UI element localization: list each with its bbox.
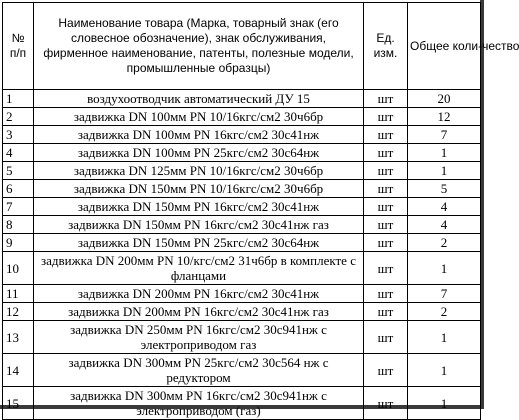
row-unit: шт bbox=[364, 321, 408, 354]
table-row bbox=[3, 108, 481, 126]
row-unit: шт bbox=[364, 180, 408, 198]
row-number: 12 bbox=[3, 303, 34, 321]
row-name: задвижка DN 200мм PN 10/кгс/см2 31ч6бр в комплекте с фланцами bbox=[34, 252, 364, 285]
row-unit: шт bbox=[364, 387, 408, 420]
row-name: задвижка DN 100мм PN 25кгс/см2 30с64нж bbox=[34, 144, 364, 162]
row-quantity: 2 bbox=[408, 303, 481, 321]
table-row bbox=[3, 162, 481, 180]
row-number: 15 bbox=[3, 387, 34, 420]
table-row bbox=[3, 303, 481, 321]
header-quantity bbox=[408, 3, 519, 90]
row-quantity: 1 bbox=[408, 354, 481, 387]
row-quantity: 1 bbox=[408, 321, 481, 354]
row-number: 8 bbox=[3, 216, 34, 234]
row-quantity: 2 bbox=[408, 234, 481, 252]
table-row bbox=[3, 234, 481, 252]
row-number: 5 bbox=[3, 162, 34, 180]
row-name: задвижка DN 100мм PN 16кгс/см2 30с41нж bbox=[34, 126, 364, 144]
header-name: Наименование товара (Марка, товарный знак (его словесное обозначение), знак обслуживания, фирменное наименование, патенты, полезные модели, промышленные образцы) bbox=[34, 3, 364, 90]
table-row bbox=[3, 216, 481, 234]
table-row bbox=[3, 354, 481, 387]
header-unit: Ед. изм. bbox=[364, 3, 408, 90]
row-unit: шт bbox=[364, 126, 408, 144]
row-quantity: 1 bbox=[408, 162, 481, 180]
table-row bbox=[3, 126, 481, 144]
row-unit: шт bbox=[364, 354, 408, 387]
row-quantity: 5 bbox=[408, 180, 481, 198]
row-number: 4 bbox=[3, 144, 34, 162]
table-row bbox=[3, 285, 481, 303]
row-quantity: 4 bbox=[408, 216, 481, 234]
row-number: 10 bbox=[3, 252, 34, 285]
table-row bbox=[3, 321, 481, 354]
row-number: 3 bbox=[3, 126, 34, 144]
row-unit: шт bbox=[364, 144, 408, 162]
table-row bbox=[3, 198, 481, 216]
row-name: задвижка DN 125мм PN 10/16кгс/см2 30ч6бр bbox=[34, 162, 364, 180]
row-quantity: 1 bbox=[408, 144, 481, 162]
row-name: задвижка DN 200мм PN 16кгс/см2 30с41нж bbox=[34, 285, 364, 303]
row-unit: шт bbox=[364, 285, 408, 303]
row-name: задвижка DN 150мм PN 16кгс/см2 30с41нж bbox=[34, 198, 364, 216]
row-number: 6 bbox=[3, 180, 34, 198]
row-unit: шт bbox=[364, 252, 408, 285]
row-unit: шт bbox=[364, 108, 408, 126]
row-number: 1 bbox=[3, 90, 34, 108]
table-row bbox=[3, 180, 481, 198]
row-quantity: 7 bbox=[408, 285, 481, 303]
row-quantity: 1 bbox=[408, 252, 481, 285]
table-row bbox=[3, 252, 481, 285]
row-unit: шт bbox=[364, 162, 408, 180]
row-number: 2 bbox=[3, 108, 34, 126]
row-unit: шт bbox=[364, 216, 408, 234]
goods-table bbox=[2, 2, 519, 420]
row-unit: шт bbox=[364, 303, 408, 321]
row-quantity: 7 bbox=[408, 126, 481, 144]
row-name: задвижка DN 100мм PN 10/16кгс/см2 30ч6бр bbox=[34, 108, 364, 126]
table-row bbox=[3, 144, 481, 162]
row-name: задвижка DN 150мм PN 25кгс/см2 30с64нж bbox=[34, 234, 364, 252]
row-number: 7 bbox=[3, 198, 34, 216]
row-name: задвижка DN 300мм PN 25кгс/см2 30с564 нж с редуктором bbox=[34, 354, 364, 387]
row-unit: шт bbox=[364, 90, 408, 108]
row-quantity: 12 bbox=[408, 108, 481, 126]
header-quantity-text: Общее коли-чество bbox=[410, 38, 519, 53]
table-header-row bbox=[3, 3, 481, 90]
row-quantity: 1 bbox=[408, 387, 481, 420]
row-name: задвижка DN 250мм PN 16кгс/см2 30с941нж с электроприводом газ bbox=[34, 321, 364, 354]
row-unit: шт bbox=[364, 234, 408, 252]
row-number: 11 bbox=[3, 285, 34, 303]
row-quantity: 20 bbox=[408, 90, 481, 108]
row-number: 9 bbox=[3, 234, 34, 252]
row-quantity: 4 bbox=[408, 198, 481, 216]
row-number: 14 bbox=[3, 354, 34, 387]
header-number: № п/п bbox=[3, 3, 34, 90]
row-name: задвижка DN 150мм PN 16кгс/см2 30с41нж газ bbox=[34, 216, 364, 234]
row-name: задвижка DN 300мм PN 16кгс/см2 30с941нж с электроприводом (газ) bbox=[34, 387, 364, 420]
row-name: задвижка DN 200мм PN 16кгс/см2 30с41нж газ bbox=[34, 303, 364, 321]
table-row bbox=[3, 90, 481, 108]
table-row bbox=[3, 387, 481, 420]
row-name: воздухоотводчик автоматический ДУ 15 bbox=[34, 90, 364, 108]
row-number: 13 bbox=[3, 321, 34, 354]
table-body bbox=[3, 90, 481, 420]
row-unit: шт bbox=[364, 198, 408, 216]
row-name: задвижка DN 150мм PN 10/16кгс/см2 30ч6бр bbox=[34, 180, 364, 198]
